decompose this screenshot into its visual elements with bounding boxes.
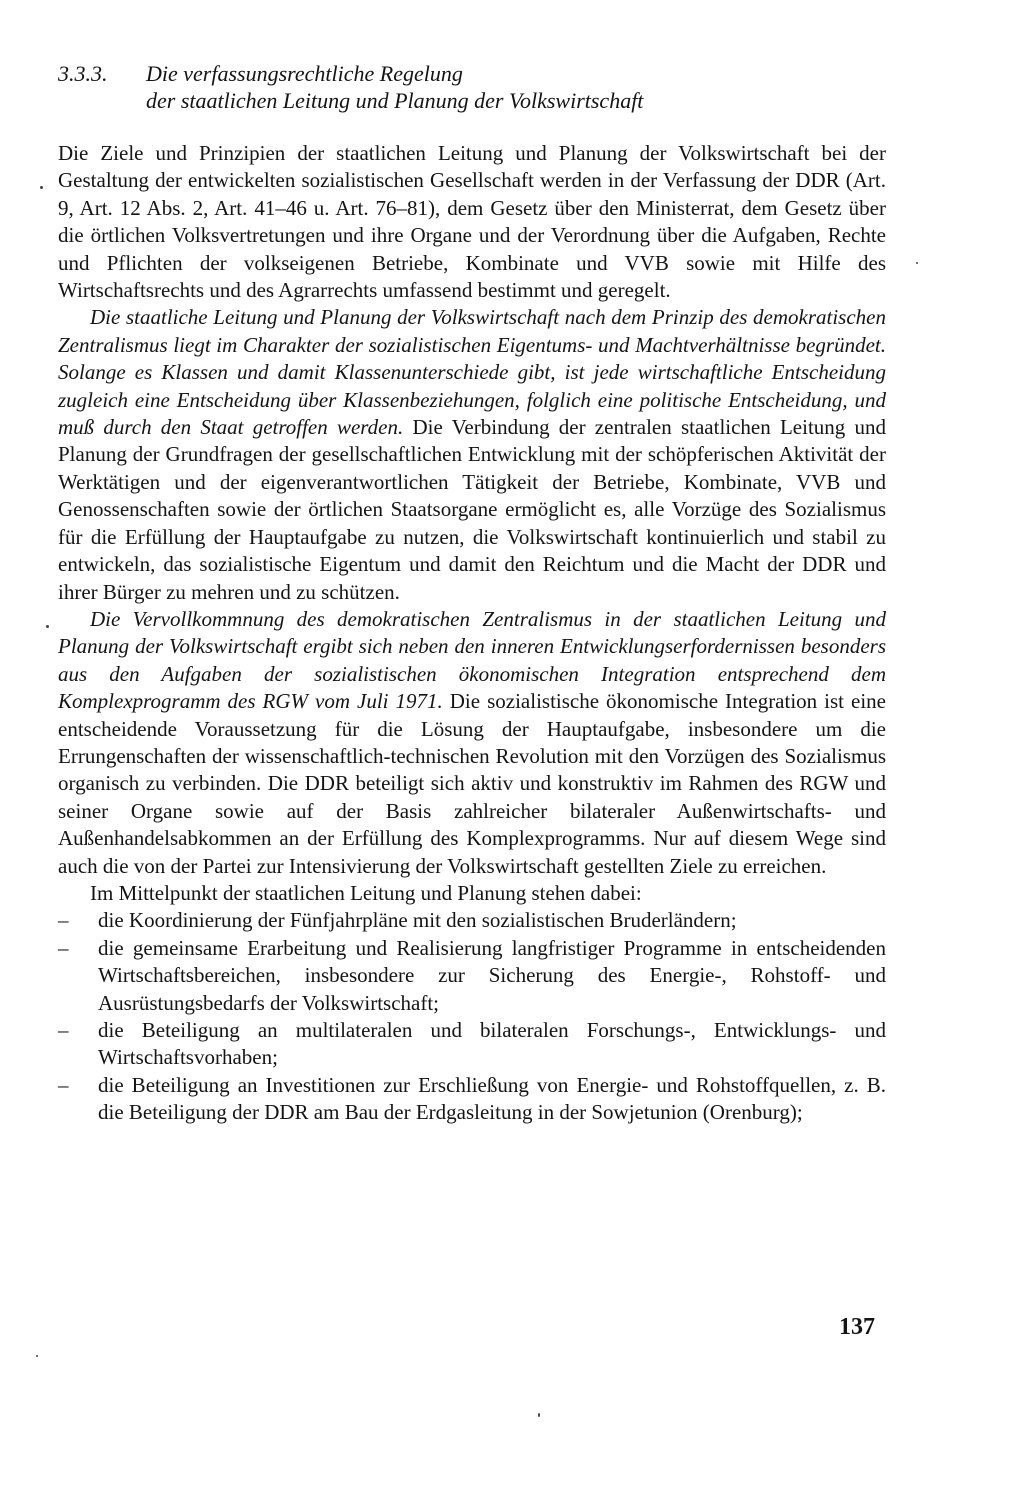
dash-bullet: –	[58, 908, 69, 933]
list-item	[58, 1017, 886, 1072]
body-text	[58, 140, 886, 1127]
section-heading	[58, 60, 898, 114]
scan-speck	[538, 1413, 540, 1417]
section-title-line-2: der staatlichen Leitung und Planung der Volkswirtschaft	[146, 88, 644, 113]
page-number: 137	[839, 1314, 875, 1340]
paragraph-4: Im Mittelpunkt der staatlichen Leitung und Planung stehen dabei:	[90, 880, 642, 905]
list-item	[58, 907, 886, 934]
paragraph-1: Die Ziele und Prinzipien der staatlichen Leitung und Planung der Volkswirtschaft bei der Gestaltung der entwickelten sozialistischen Gesellschaft werden in der Verfassung der DDR (Art. 9, Art. 12 Abs. 2, Art. 41–46 u. Art. 76–81), dem Gesetz über den Ministerrat, dem Gesetz über die örtlichen Volksvertretungen und ihre Organe und der Verordnung über die Aufgaben, Rechte und Pflichten der volkseigenen Betriebe, Kombinate und VVB sowie mit Hilfe des Wirtschaftsrechts und des Agrarrechts umfassend bestimmt und geregelt.	[58, 141, 886, 303]
bullet-list	[58, 907, 886, 1126]
section-title-line-1: Die verfassungsrechtliche Regelung	[146, 61, 463, 86]
scan-speck	[40, 186, 43, 189]
section-number: 3.3.3.	[58, 61, 108, 86]
paragraph-2-text: Die Verbindung der zentralen staatlichen Leitung und Planung der Grundfragen der gesellschaftlichen Entwicklung mit der schöpferischen Aktivität der Werktätigen und der eigenverantwortlichen Tätigkeit der Betriebe, Kombinate, VVB und Genossenschaften sowie der örtlichen Staatsorgane ermöglicht es, alle Vorzüge des Sozialismus für die Erfüllung der Hauptaufgabe zu nutzen, die Volkswirtschaft kontinuierlich und stabil zu entwickeln, das sozialistische Eigentum und damit den Reichtum und die Macht der DDR und ihrer Bürger zu mehren und zu schützen.	[58, 415, 886, 604]
scan-speck	[916, 262, 918, 264]
paragraph-3-emphasis: Die Vervollkommnung des demokratischen Zentralismus in der staatlichen Leitung und Planung der Volkswirtschaft ergibt sich neben den inneren Entwicklungserfordernissen besonders aus den Aufgaben der sozialistischen ökonomischen Integration entsprechend dem Komplexprogramm des RGW vom Juli 1971.	[58, 606, 886, 714]
scan-speck	[36, 1355, 38, 1357]
dash-bullet: –	[58, 1072, 69, 1097]
dash-bullet: –	[58, 1018, 69, 1042]
list-item	[58, 1072, 886, 1127]
list-item-text: die gemeinsame Erarbeitung und Realisierung langfristiger Programme in entscheidenden Wirtschaftsbereichen, insbesondere zur Sicherung des Energie-, Rohstoff- und Ausrüstungsbedarfs der Volkswirtschaft;	[98, 935, 886, 1015]
list-item	[58, 935, 886, 1017]
paragraph-2	[58, 304, 886, 605]
list-item-text: die Beteiligung an Investitionen zur Erschließung von Energie- und Rohstoffquellen, z. B. die Beteiligung der DDR am Bau der Erdgasleitung in der Sowjetunion (Orenburg);	[98, 1072, 886, 1125]
paragraph-2-emphasis: Die staatliche Leitung und Planung der Volkswirtschaft nach dem Prinzip des demokratischen Zentralismus liegt im Charakter der sozialistischen Eigentums- und Machtverhältnisse begründet. Solange es Klassen und damit Klassenunterschiede gibt, ist jede wirtschaftliche Entscheidung zugleich eine Entscheidung über Klassenbeziehungen, folglich eine politische Entscheidung, und muß durch den Staat getroffen werden.	[58, 305, 886, 440]
paragraph-3	[58, 606, 886, 880]
scan-speck	[46, 625, 49, 628]
list-item-text: die Koordinierung der Fünfjahrpläne mit den sozialistischen Bruderländern;	[98, 908, 737, 933]
paragraph-3-text: Die sozialistische ökonomische Integration ist eine entscheidende Voraussetzung für die Lösung der Hauptaufgabe, insbesondere um die Errungenschaften der wissenschaftlich-technischen Revolution mit den Vorzügen des Sozialismus organisch zu verbinden. Die DDR beteiligt sich aktiv und konstruktiv im Rahmen des RGW und seiner Organe sowie auf der Basis zahlreicher bilateraler Außenwirtschafts- und Außenhandelsabkommen an der Erfüllung des Komplexprogramms. Nur auf diesem Wege sind auch die von der Partei zur Intensivierung der Volkswirtschaft gestellten Ziele zu erreichen.	[58, 689, 886, 878]
list-item-text: die Beteiligung an multilateralen und bilateralen Forschungs-, Entwicklungs- und Wirtschaftsvorhaben;	[98, 1018, 886, 1070]
dash-bullet: –	[58, 935, 69, 960]
